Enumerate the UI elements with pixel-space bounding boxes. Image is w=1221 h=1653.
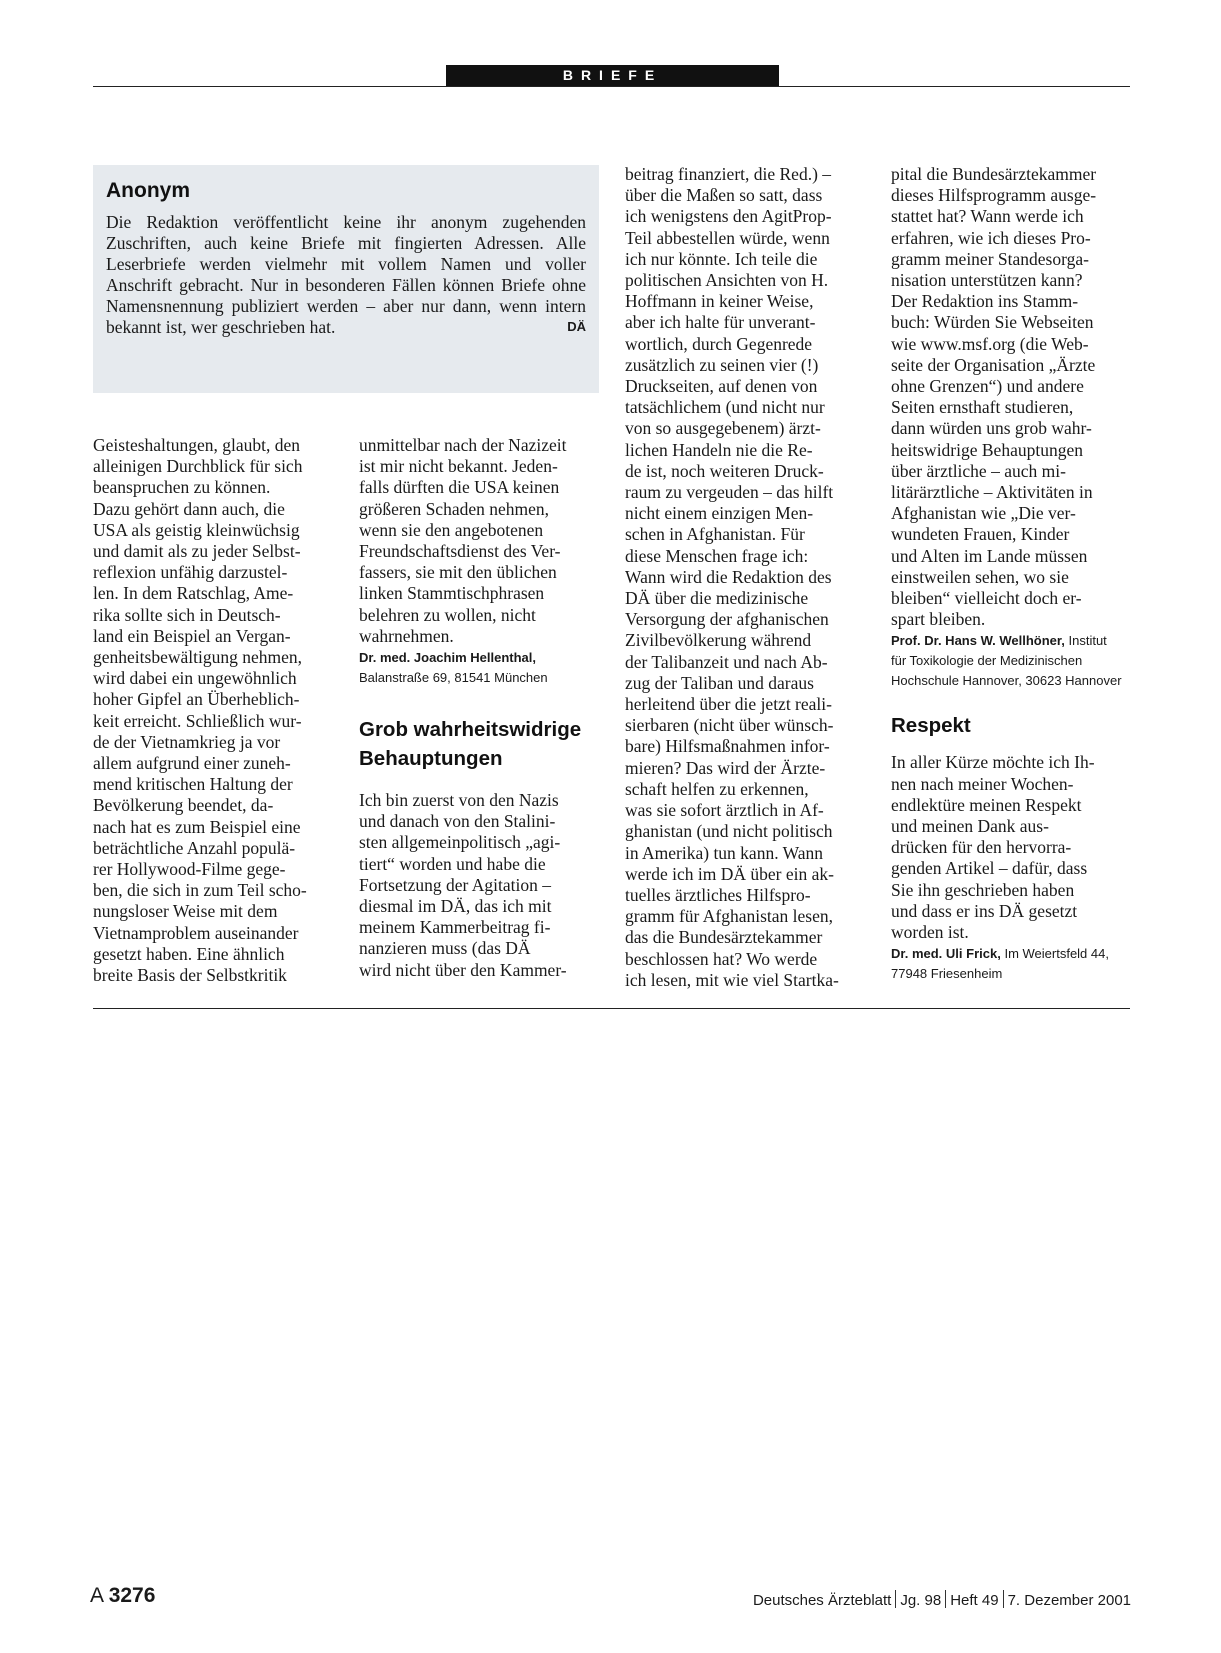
anonym-notice-box bbox=[93, 165, 599, 393]
column-2 bbox=[359, 435, 609, 981]
author-signature-frick: Dr. med. Uli Frick, Im Weiertsfeld 44, 77948 Friesenheim bbox=[891, 946, 1109, 982]
column-3-text: beitrag finanziert, die Red.) – über die Maßen so satt, dass ich wenigstens den AgitProp- Teil abbestellen würde, wenn ich nur könnte. Ich teile die politischen Ansichten von H. Hoffmann in keiner Weise, aber ich halte für unverant- wortlich, durch Gegenrede zusätzlich zu seinen vier (!) Druckseiten, auf denen von tatsächlichem (und nicht nur von so ausgegebenem) ärzt- lichen Handeln nie die Re- de ist, noch weiteren Druck- raum zu vergeuden – das hilft nicht einem einzigen Men- schen in Afghanistan. Für diese Menschen frage ich: Wann wird die Redaktion des DÄ über die medizinische Versorgung der afghanischen Zivilbevölkerung während der Talibanzeit und nach Ab- zug der Taliban und daraus herleitend über die jetzt reali- sierbaren (nicht über wünsch- bare) Hilfsmaßnahmen infor- mieren? Das wird der Ärzte- schaft helfen zu erkennen, was sie sofort ärztlich in Af- ghanistan (und nicht politisch in Amerika) tun kann. Wann werde ich im DÄ über ein ak- tuelles ärztliches Hilfspro- gramm für Afghanistan lesen, das die Bundesärztekammer beschlossen hat? Wo werde ich lesen, mit wie viel Startka- bbox=[625, 164, 839, 990]
notice-title: Anonym bbox=[106, 179, 190, 202]
section-label: BRIEFE bbox=[446, 65, 779, 86]
column-2-text-continued: Ich bin zuerst von den Nazis und danach von den Stalini- sten allgemeinpolitisch „agi- tiert“ worden und habe die Fortsetzung der Agitation – diesmal im DÄ, das ich mit meinem Kammerbeitrag fi- nanzieren muss (das DÄ wird nicht über den Kammer- bbox=[359, 790, 567, 980]
column-4-text-continued: In aller Kürze möchte ich Ih- nen nach meiner Wochen- endlektüre meinen Respekt und meinen Dank aus- drücken für den hervorra- genden Artikel – dafür, dass Sie ihn geschrieben haben und dass er ins DÄ gesetzt worden ist. bbox=[891, 752, 1095, 943]
journal-volume: Jg. 98 bbox=[900, 1592, 942, 1609]
column-4 bbox=[891, 164, 1141, 984]
column-1 bbox=[93, 435, 333, 986]
page-number: A 3276 bbox=[90, 1584, 156, 1607]
letter-heading-respekt: Respekt bbox=[891, 714, 971, 738]
bottom-rule bbox=[93, 1008, 1130, 1009]
journal-footer bbox=[753, 1590, 1131, 1609]
notice-text: Die Redaktion veröffentlicht keine ihr anonym zugehenden Zuschriften, auch keine Briefe mit fingierten Adressen. Alle Leserbriefe werden vielmehr mit vollem Namen und voller Anschrift gebracht. Nur in besonderen Fällen können Briefe ohne Namensnennung publiziert werden – aber nur dann, wenn intern bekannt ist, wer geschrieben hat. bbox=[106, 212, 586, 337]
author-signature-hellenthal: Dr. med. Joachim Hellenthal, Balanstraße 69, 81541 München bbox=[359, 650, 548, 686]
letter-heading-grob: Grob wahrheitswidrige Behauptungen bbox=[359, 718, 582, 771]
column-3 bbox=[625, 164, 875, 991]
journal-issue: Heft 49 bbox=[950, 1592, 999, 1609]
author-signature-wellhoener: Prof. Dr. Hans W. Wellhöner, Institut für Toxikologie der Medizinischen Hochschule Hannover, 30623 Hannover bbox=[891, 633, 1122, 689]
column-2-text: unmittelbar nach der Nazizeit ist mir nicht bekannt. Jeden- falls dürften die USA keinen größeren Schaden nehmen, wenn sie den angebotenen Freundschaftsdienst des Ver- fassers, sie mit den üblichen linken Stammtischphrasen belehren zu wollen, nicht wahrnehmen. bbox=[359, 435, 567, 646]
notice-signature: DÄ bbox=[567, 319, 586, 334]
column-1-text: Geisteshaltungen, glaubt, den alleinigen Durchblick für sich beanspruchen zu können. Dazu gehört dann auch, die USA als geistig kleinwüchsig und damit als zu jeder Selbst- reflexion unfähig darzustel- len. In dem Ratschlag, Ame- rika sollte sich in Deutsch- land ein Beispiel an Vergan- genheitsbewältigung nehmen, wird dabei ein ungewöhnlich hoher Gipfel an Überheblich- keit erreicht. Schließlich wur- de der Vietnamkrieg ja vor allem aufgrund einer zuneh- mend kritischen Haltung der Bevölkerung beendet, da- nach hat es zum Beispiel eine beträchtliche Anzahl populä- rer Hollywood-Filme gege- ben, die sich in zum Teil scho- nungsloser Weise mit dem Vietnamproblem auseinander gesetzt haben. Eine ähnlich breite Basis der Selbstkritik bbox=[93, 435, 307, 986]
header-rule bbox=[93, 86, 1130, 87]
column-4-text: pital die Bundesärztekammer dieses Hilfsprogramm ausge- stattet hat? Wann werde ich erfahren, wie ich dieses Pro- gramm meiner Standesorga- nisation unterstützen kann? Der Redaktion ins Stamm- buch: Würden Sie Webseiten wie www.msf.org (die Web- seite der Organisation „Ärzte ohne Grenzen“) und andere Seiten ernsthaft studieren, dann würden uns grob wahr- heitswidrige Behauptungen über ärztliche – auch mi- litärärztliche – Aktivitäten in Afghanistan wie „Die ver- wundeten Frauen, Kinder und Alten im Lande müssen einstweilen sehen, wo sie bleiben“ vielleicht doch er- spart bleiben. bbox=[891, 164, 1097, 630]
journal-name: Deutsches Ärzteblatt bbox=[752, 1592, 892, 1609]
journal-date: 7. Dezember 2001 bbox=[1007, 1592, 1131, 1609]
